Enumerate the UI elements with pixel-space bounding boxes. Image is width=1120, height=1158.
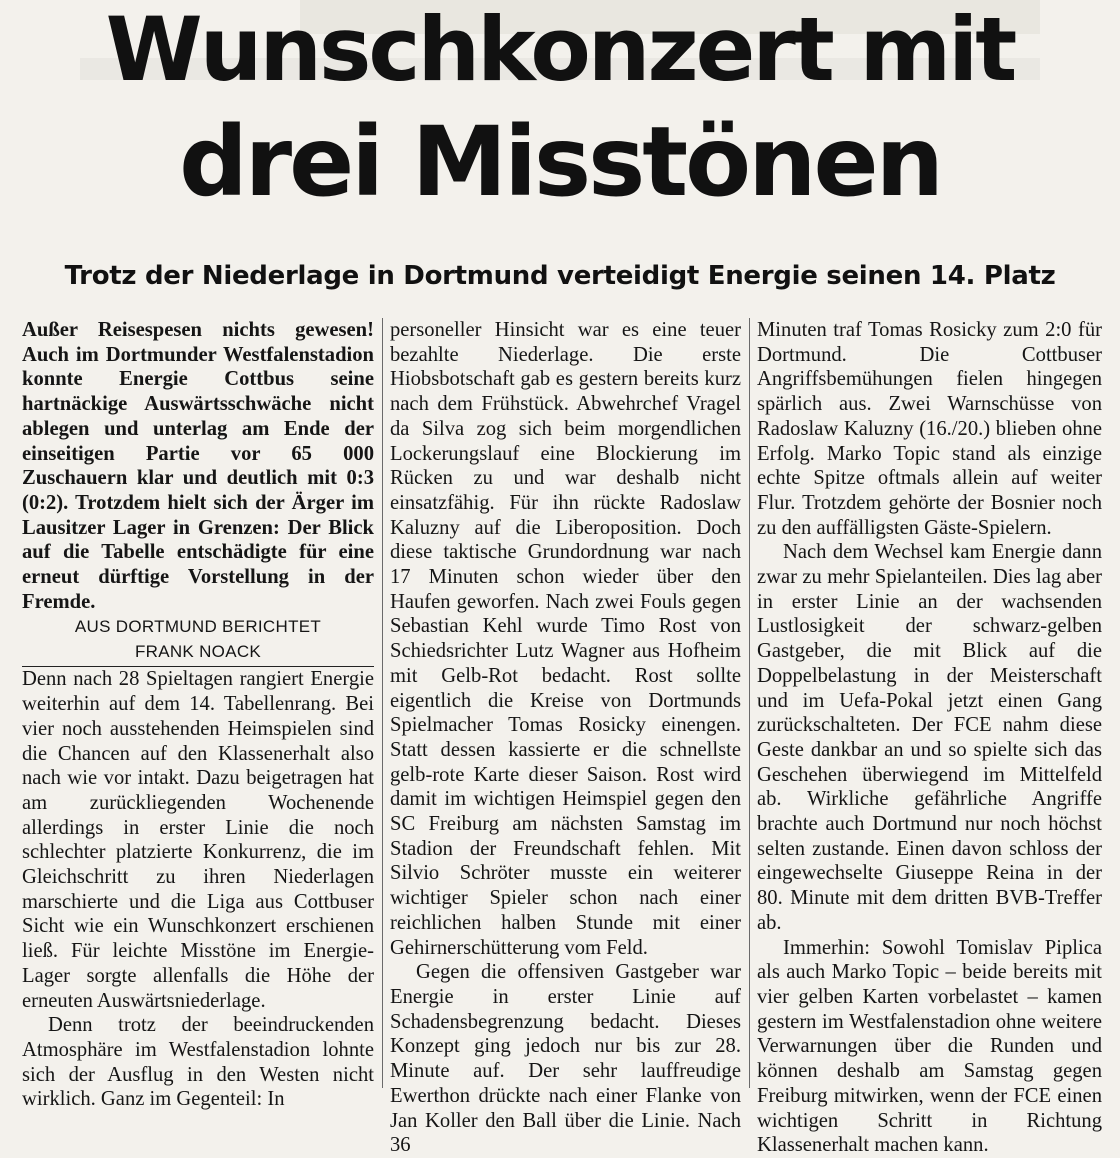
subheadline: Trotz der Niederlage in Dortmund verteidigt Energie seinen 14. Platz: [64, 261, 1056, 291]
body-paragraph: Gegen die offensiven Gastgeber war Energie in erster Linie auf Schadensbegrenzung bedacht. Dieses Konzept ging jedoch nur bis zur 28. Minute auf. Der sehr lauffreudige Ewerthon drückte nach einer Flanke von Jan Koller den Ball über die Linie. Nach 36: [390, 961, 741, 1157]
column-rule-1: [382, 318, 383, 1088]
byline-location: AUS DORTMUND BERICHTET: [74, 617, 322, 637]
column-3: [757, 318, 1102, 1157]
body-paragraph: Immerhin: Sowohl Tomislav Piplica als auch Marko Topic – beide bereits mit vier gelben Karten vorbelastet – kamen gestern im Westfalenstadion ohne weitere Verwarnungen über die Runden und können deshalb am Samstag gegen Freiburg mitwirken, wenn der FCE einen wichtigen Schritt in Richtung Klassenerhalt machen kann.: [757, 936, 1102, 1157]
headline-line-1: Wunschkonzert mit: [105, 0, 1015, 101]
body-paragraph: personeller Hinsicht war es eine teuer bezahlte Niederlage. Die erste Hiobsbotschaft gab es gestern bereits kurz nach dem Frühstück. Abwehrchef Vragel da Silva zog sich beim morgendlichen Lockerungslauf eine Blockierung im Rücken zu und war deshalb nicht einsatzfähig. Für ihn rückte Radoslaw Kaluzny auf die Liberoposition. Doch diese taktische Grundordnung war nach 17 Minuten schon wieder über den Haufen geworfen. Nach zwei Fouls gegen Sebastian Kehl wurde Timo Rost von Schiedsrichter Lutz Wagner aus Hofheim mit Gelb-Rot bedacht. Rost sollte eigentlich die Kreise von Dortmunds Spielmacher Tomas Rosicky einengen. Statt dessen kassierte er die schnellste gelb-rote Karte dieser Saison. Rost wird damit im wichtigen Heimspiel gegen den SC Freiburg am nächsten Samstag im Stadion der Freundschaft fehlen. Mit Silvio Schröter musste ein weiterer wichtiger Spieler schon nach einer reichlichen halben Stunde mit einer Gehirnerschütterung vom Feld.: [390, 319, 741, 959]
body-paragraph: Denn nach 28 Spieltagen rangiert Energie weiterhin auf dem 14. Tabellenrang. Bei vier noch ausstehenden Heimspielen sind die Chancen auf den Klassenerhalt also nach wie vor intakt. Dazu beigetragen hat am zurückliegenden Wochenende allerdings in erster Linie die noch schlechter platzierte Konkurrenz, die im Gleichschritt zu ihren Niederlagen marschierte und die Liga aus Cottbuser Sicht wie ein Wunschkonzert erschienen ließ. Für leichte Misstöne im Energie-Lager sorgte allenfalls die Höhe der erneuten Auswärtsniederlage.: [22, 668, 374, 1012]
body-paragraph: Nach dem Wechsel kam Energie dann zwar zu mehr Spielanteilen. Dies lag aber in erster Linie an der wachsenden Lustlosigkeit der schwarz-gelben Gastgeber, die mit Blick auf die Doppelbelastung in der Meisterschaft und im Uefa-Pokal jetzt einen Gang zurückschalteten. Der FCE nahm diese Geste dankbar an und so spielte sich das Geschehen überwiegend im Mittelfeld ab. Wirkliche gefährliche Angriffe brachte auch Dortmund nur noch höchst selten zustande. Einen davon schloss der eingewechselte Giuseppe Reina in der 80. Minute mit dem dritten BVB-Treffer ab.: [757, 541, 1102, 934]
column-2: [390, 318, 741, 1157]
column-1: [22, 318, 374, 1111]
body-paragraph: Denn trotz der beeindruckenden Atmosphäre im Westfalenstadion lohnte sich der Ausflug in den Westen nicht wirklich. Ganz im Gegenteil: In: [22, 1014, 374, 1111]
body-paragraph: Minuten traf Tomas Rosicky zum 2:0 für Dortmund. Die Cottbuser Angriffsbemühungen fielen hingegen spärlich aus. Zwei Warnschüsse von Radoslaw Kaluzny (16./20.) blieben ohne Erfolg. Marko Topic stand als einzige echte Spitze oftmals allein auf weiter Flur. Trotzdem gehörte der Bosnier noch zu den auffälligsten Gäste-Spielern.: [757, 319, 1102, 539]
lead-paragraph: Außer Reisespesen nichts gewesen! Auch im Dortmunder Westfalenstadion konnte Energie Cottbus seine hartnäckige Auswärtsschwäche nicht ablegen und unterlag am Ende der einseitigen Partie vor 65 000 Zuschauern klar und deutlich mit 0:3 (0:2). Trotzdem hielt sich der Ärger im Lausitzer Lager in Grenzen: Der Blick auf die Tabelle entschädigte für eine erneut dürftige Vorstellung in der Fremde.: [22, 319, 374, 613]
byline-author: FRANK NOACK: [22, 639, 374, 667]
column-rule-2: [749, 318, 750, 1088]
headline-line-2: drei Misstönen: [179, 106, 941, 218]
